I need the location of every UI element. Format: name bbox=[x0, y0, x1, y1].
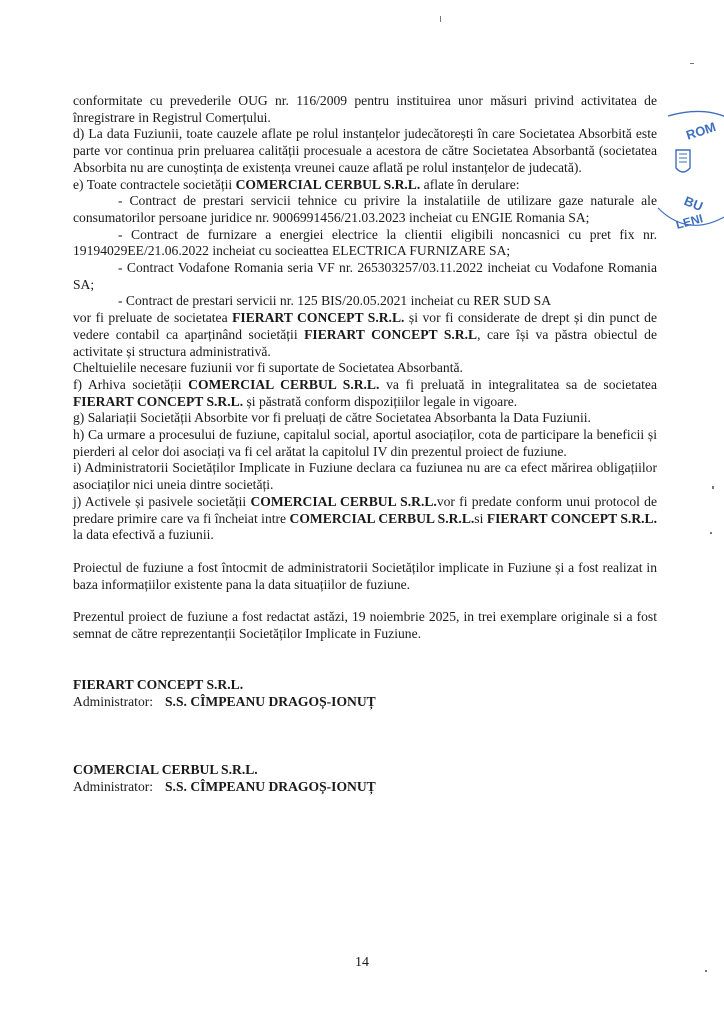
contract-item: - Contract de prestari servicii nr. 125 BIS/20.05.2021 incheiat cu RER SUD SA bbox=[118, 293, 552, 309]
scan-mark bbox=[690, 63, 694, 64]
company-name: FIERART CONCEPT S.R.L bbox=[304, 326, 478, 342]
scan-mark bbox=[710, 532, 712, 534]
paragraph-h: h) Ca urmare a procesului de fuziune, capitalul social, aportul asociaților, cota de participare la beneficii și pierderi al celor doi asociați va fi cel arătat la capitolul IV din prezentul proiect de fuziune. bbox=[73, 427, 657, 459]
company-name: FIERART CONCEPT S.R.L. bbox=[232, 310, 405, 326]
signature-name: S.S. CÎMPEANU DRAGOȘ-IONUȚ bbox=[165, 693, 376, 709]
signature-company: FIERART CONCEPT S.R.L. bbox=[73, 676, 244, 692]
signature-block bbox=[73, 677, 657, 710]
scan-mark bbox=[712, 486, 714, 489]
page-number: 14 bbox=[355, 955, 369, 970]
paragraph-costs: Cheltuielile necesare fuziunii vor fi suportate de Societatea Absorbantă. bbox=[73, 360, 463, 376]
paragraph-e-intro: e) Toate contractele societății COMERCIAL CERBUL S.R.L. aflate în derulare: bbox=[73, 176, 520, 192]
paragraph-closing-2: Prezentul proiect de fuziune a fost redactat astăzi, 19 noiembrie 2025, in trei exemplare originale si a fost semnat de către reprezentanții Societăților Implicate in Fuziune. bbox=[73, 609, 657, 642]
paragraph-f: f) Arhiva societății COMERCIAL CERBUL S.R.L. va fi preluată in integralitatea sa de societatea FIERART CONCEPT S.R.L. și păstrată conform dispozițiilor legale in vigoare. bbox=[73, 376, 657, 409]
company-name: COMERCIAL CERBUL S.R.L. bbox=[289, 510, 475, 526]
company-name: FIERART CONCEPT S.R.L. bbox=[486, 510, 658, 526]
svg-text:BU: BU bbox=[682, 193, 706, 215]
svg-text:ROM: ROM bbox=[684, 119, 718, 143]
company-name: COMERCIAL CERBUL S.R.L. bbox=[235, 176, 421, 192]
paragraph-i: i) Administratorii Societăților Implicate in Fuziune declara ca fuziunea nu are ca efect mărirea obligațiilor asociaților nici uneia dintre societăți. bbox=[73, 460, 657, 493]
contract-item: - Contract de furnizare a energiei electrice la clientii eligibili noncasnici cu pret fix nr. 19194029EE/21.06.2022 incheiat cu socieattea ELECTRICA FURNIZARE SA; bbox=[73, 226, 657, 259]
contract-item: - Contract Vodafone Romania seria VF nr. 265303257/03.11.2022 incheiat cu Vodafone Romania SA; bbox=[73, 260, 657, 292]
paragraph-d: d) La data Fuziunii, toate cauzele aflate pe rolul instanțelor judecătorești în care Societatea Absorbită este parte vor continua prin preluarea calității procesuale a acestora de către Societatea Absorbantă (societatea Absorbita nu are cunoștința de existența vreunei cauze aflată pe rolul instanțelor de judecată). bbox=[73, 126, 657, 175]
signature-name: S.S. CÎMPEANU DRAGOȘ-IONUȚ bbox=[165, 778, 376, 794]
document-body bbox=[73, 93, 657, 796]
paragraph-g: g) Salariații Societății Absorbite vor fi preluați de către Societatea Absorbanta la Data Fuziunii. bbox=[73, 410, 591, 426]
stamp-crest-icon bbox=[676, 150, 690, 172]
company-name: COMERCIAL CERBUL S.R.L. bbox=[250, 493, 437, 509]
paragraph-closing-1: Proiectul de fuziune a fost întocmit de administratorii Societăților implicate in Fuziune și a fost realizat in baza informațiilor existente pana la data situațiilor de fuziune. bbox=[73, 559, 657, 592]
company-name: FIERART CONCEPT S.R.L. bbox=[73, 393, 244, 409]
signature-role: Administrator: bbox=[73, 693, 154, 709]
company-name: COMERCIAL CERBUL S.R.L. bbox=[188, 376, 380, 392]
signature-role: Administrator: bbox=[73, 778, 154, 794]
paragraph-transfer: vor fi preluate de societatea FIERART CONCEPT S.R.L. și vor fi considerate de drept și din punct de vedere contabil ca aparținând societății FIERART CONCEPT S.R.L, care își va păstra obiectul de activitate și structura administrativă. bbox=[73, 310, 658, 359]
svg-text:LENI: LENI bbox=[674, 211, 705, 232]
paragraph-oug: conformitate cu prevederile OUG nr. 116/2009 pentru instituirea unor măsuri privind activitatea de înregistrare in Registrul Comerțului. bbox=[73, 93, 657, 125]
signature-company: COMERCIAL CERBUL S.R.L. bbox=[73, 762, 258, 778]
contract-item: - Contract de prestari servicii tehnice cu privire la instalatiile de utilizare gaze naturale ale consumatorilor persoane juridice nr. 9006991456/21.03.2023 incheiat cu ENGIE Romania SA; bbox=[73, 193, 657, 225]
scan-mark bbox=[440, 16, 441, 22]
paragraph-j: j) Activele și pasivele societății COMERCIAL CERBUL S.R.L.vor fi predate conform unui protocol de predare primire care va fi încheiat intre COMERCIAL CERBUL S.R.L.si FIERART CONCEPT S.R.L. la data efectivă a fuziunii. bbox=[73, 493, 658, 543]
official-stamp bbox=[648, 98, 724, 248]
signature-block bbox=[73, 762, 657, 795]
